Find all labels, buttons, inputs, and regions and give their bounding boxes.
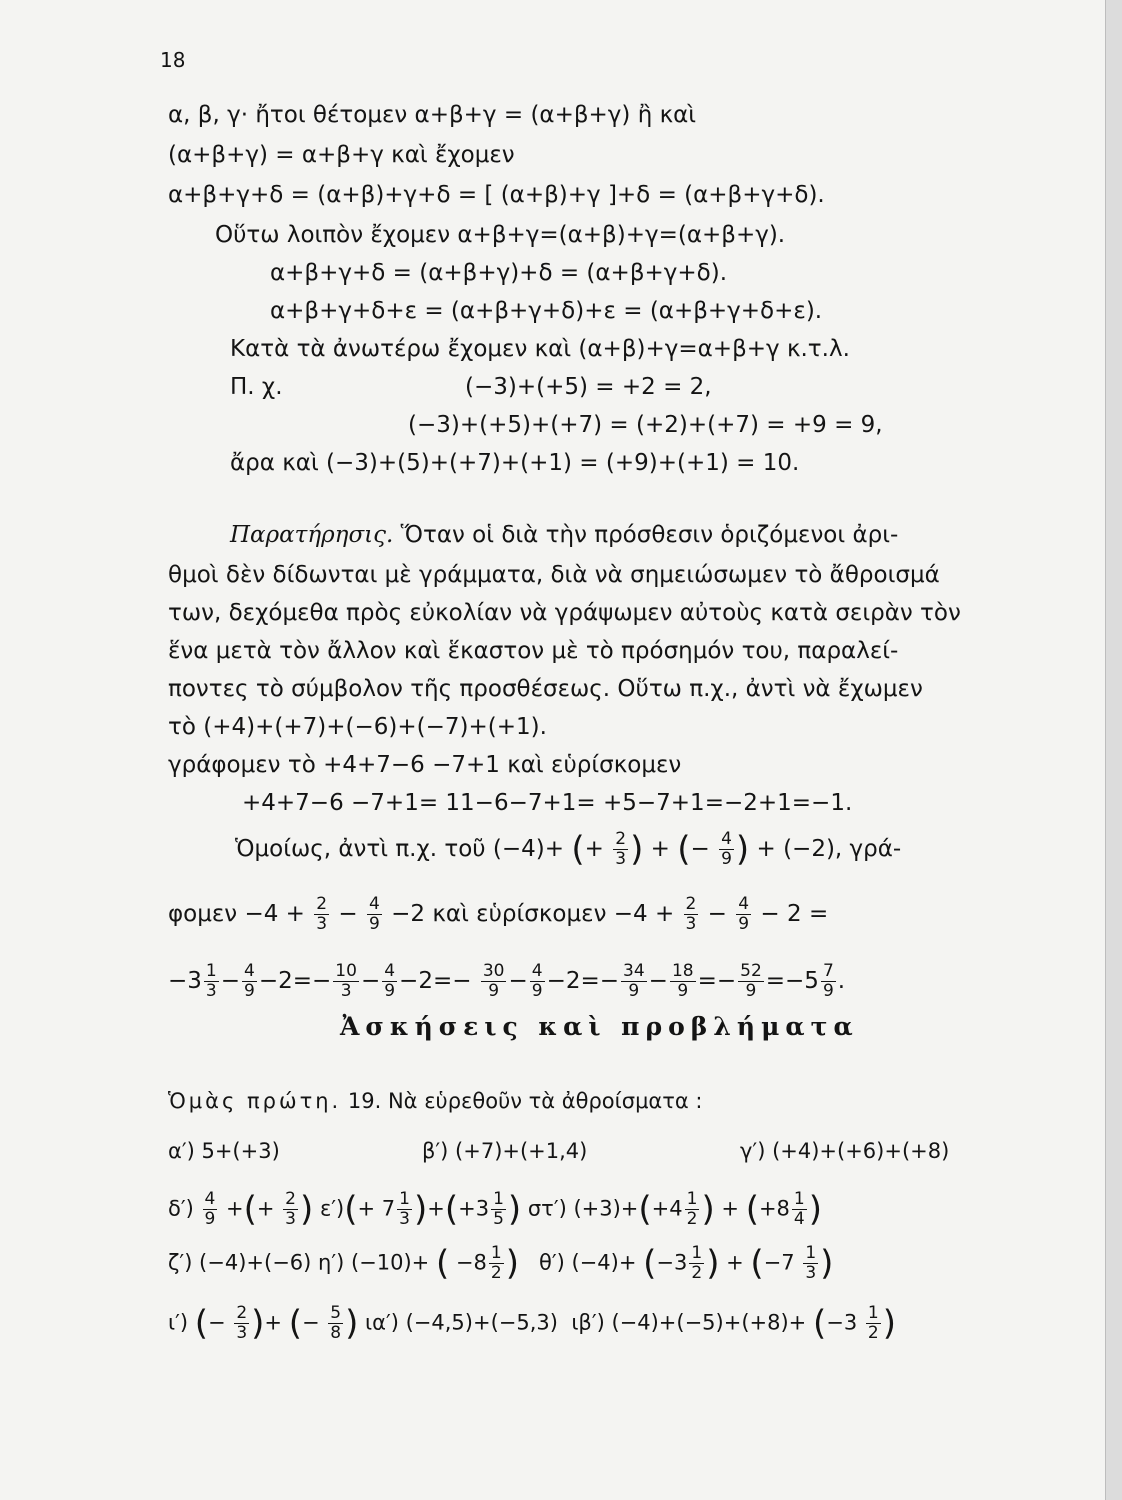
formula-line: +4+7−6 −7+1= 11−6−7+1= +5−7+1=−2+1=−1. (242, 790, 853, 816)
exercise-row-4: ι′) (− $\frac{2}{3}$ )+ (− $\frac{5}{8}$ ) ια′) (−4,5)+(−5,3) ιβ′) (−4)+(−5)+(+8)+ (−3 $\frac{1}{2}$ ) (168, 1303, 896, 1344)
formula-line: α+β+γ+δ+ε = (α+β+γ+δ)+ε = (α+β+γ+δ+ε). (270, 298, 823, 324)
exercise-b: β′) (+7)+(+1,4) (422, 1139, 588, 1163)
text-line: Κατὰ τὰ ἀνωτέρω ἔχομεν καὶ (α+β)+γ=α+β+γ κ.τ.λ. (230, 336, 850, 362)
text-line: α, β, γ· ἤτοι θέτομεν α+β+γ = (α+β+γ) ἢ καὶ (168, 102, 697, 128)
remark-label: Παρατήρησις. (230, 522, 394, 548)
page-number: 18 (160, 48, 186, 72)
remark-line (230, 520, 898, 550)
section-title: Ἀσκήσεις καὶ προβλήματα (340, 1012, 859, 1041)
formula-line: φομεν −4 + $\frac{2}{3}$ − $\frac{4}{9}$ −2 καὶ εὑρίσκομεν −4 + $\frac{2}{3}$ − $\frac{4}{9}$ − 2 = (168, 894, 829, 934)
exercise-row-2: δ′) $\frac{4}{9}$ +(+ $\frac{2}{3}$ ) ε′)(+ 7 $\frac{1}{3}$ )+(+3 $\frac{1}{5}$ ) στ′) (+3)+(+4 $\frac{1}{2}$ ) + (+8 $\frac{1}{4}$ ) (168, 1189, 823, 1230)
formula-line: −3 $\frac{1}{3}$ − $\frac{4}{9}$ −2=− $\frac{10}{3}$ − $\frac{4}{9}$ −2=− $\frac{30}{9}$ − $\frac{4}{9}$ −2=− $\frac{34}{9}$ − $\frac{18}{9}$ =− $\frac{52}{9}$ =−5 $\frac{7}{9}$ . (168, 961, 846, 1001)
text-line: θμοὶ δὲν δίδωνται μὲ γράμματα, διὰ νὰ σημειώσωμεν τὸ ἄθροισμά (168, 562, 940, 588)
formula-line: τὸ (+4)+(+7)+(−6)+(−7)+(+1). (168, 714, 547, 740)
formula-line: (−3)+(+5)+(+7) = (+2)+(+7) = +9 = 9, (408, 412, 883, 438)
formula-line: ἄρα καὶ (−3)+(5)+(+7)+(+1) = (+9)+(+1) = 10. (230, 450, 800, 476)
text-line: γράφομεν τὸ +4+7−6 −7+1 καὶ εὑρίσκομεν (168, 752, 682, 778)
formula-line: Ὁμοίως, ἀντὶ π.χ. τοῦ (−4)+ (+ $\frac{2}{3}$ ) + (− $\frac{4}{9}$ ) + (−2), γρά- (235, 829, 902, 870)
formula-line: α+β+γ+δ = (α+β+γ)+δ = (α+β+γ+δ). (270, 260, 728, 286)
book-spine-shadow (1105, 0, 1122, 1500)
formula-line: (−3)+(+5) = +2 = 2, (465, 374, 712, 400)
group-header: Ὁμὰς πρώτη. 19. Νὰ εὑρεθοῦν τὰ ἀθροίσματα : (168, 1089, 703, 1113)
formula-line: Οὕτω λοιπὸν ἔχομεν α+β+γ=(α+β)+γ=(α+β+γ). (215, 222, 786, 248)
text-line: (α+β+γ) = α+β+γ καὶ ἔχομεν (168, 142, 515, 168)
text-line: ἕνα μετὰ τὸν ἄλλον καὶ ἕκαστον μὲ τὸ πρόσημόν του, παραλεί- (168, 638, 899, 664)
formula-line: α+β+γ+δ = (α+β)+γ+δ = [ (α+β)+γ ]+δ = (α+β+γ+δ). (168, 182, 825, 208)
exercise-row-3: ζ′) (−4)+(−6) η′) (−10)+ ( −8 $\frac{1}{2}$ ) θ′) (−4)+ (−3 $\frac{1}{2}$ ) + (−7 $\frac{1}{3}$ ) (168, 1243, 834, 1284)
text-line: ποντες τὸ σύμβολον τῆς προσθέσεως. Οὕτω π.χ., ἀντὶ νὰ ἔχωμεν (168, 676, 923, 702)
exercise-c: γ′) (+4)+(+6)+(+8) (740, 1139, 950, 1163)
exercise-a: α′) 5+(+3) (168, 1139, 280, 1163)
text-line: των, δεχόμεθα πρὸς εὐκολίαν νὰ γράψωμεν αὐτοὺς κατὰ σειρὰν τὸν (168, 600, 961, 626)
example-label: Π. χ. (230, 374, 283, 400)
remark-text: Ὅταν οἱ διὰ τὴν πρόσθεσιν ὁριζόμενοι ἀρι- (400, 522, 899, 548)
